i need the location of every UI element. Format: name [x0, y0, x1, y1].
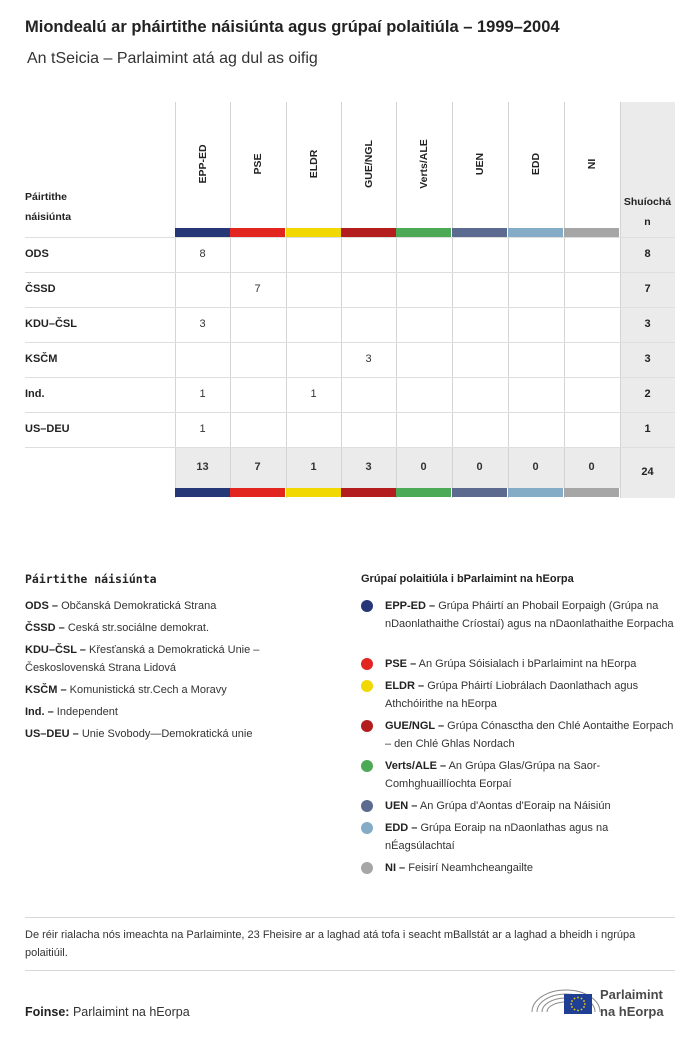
seats-header-line1: Shuíochá: [623, 196, 672, 208]
page-subtitle: An tSeicia – Parlaimint atá ag dul as oifig: [27, 50, 318, 67]
party-label: KDU–ČSL: [25, 318, 77, 330]
row-divider: [25, 377, 675, 378]
seats-cell: 3: [644, 353, 651, 365]
row-divider: [25, 272, 675, 273]
group-color-bar: [396, 228, 451, 237]
legend-name: An Grúpa d'Aontas d'Eoraip na Náisiún: [419, 800, 611, 812]
group-header-label: EPP-ED: [196, 144, 209, 184]
national-party-legend-item: [25, 681, 345, 699]
seats-column-header: [620, 192, 675, 232]
seats-column-background: [620, 102, 675, 498]
group-color-dot: [361, 658, 373, 670]
legend-abbr: US–DEU –: [25, 728, 79, 740]
total-cell: 0: [476, 461, 483, 473]
national-parties-legend-title: Páirtithe náisiúnta: [25, 572, 157, 586]
legend-name: Independent: [56, 706, 118, 718]
political-group-legend-item: [385, 757, 677, 793]
legend-abbr: PSE –: [385, 658, 417, 670]
group-header-label: Verts/ALE: [417, 139, 430, 189]
rules-note: De réir rialacha nós imeachta na Parlaiminte, 23 Fheisire ar a laghad atá tofa i seacht mBallstát ar a laghad a bheidh i ngrúpa polaitiúil.: [25, 929, 636, 959]
seats-header-line2: n: [644, 216, 651, 228]
party-header-line2: náisiúnta: [25, 211, 72, 223]
table-cell: 7: [254, 283, 261, 295]
legend-abbr: UEN –: [385, 800, 418, 812]
group-color-dot: [361, 680, 373, 692]
group-header: [396, 108, 451, 220]
group-header: [452, 108, 507, 220]
group-color-dot: [361, 600, 373, 612]
legend-name: Občanská Demokratická Strana: [61, 600, 217, 612]
legend-name: Grúpa Pháirtí an Phobail Eorpaigh (Grúpa na nDaonlathaithe Críostaí) agus na nDaonlathaithe Eorpacha: [385, 600, 674, 630]
legend-name: An Grúpa Sóisialach i bParlaimint na hEorpa: [418, 658, 637, 670]
total-cell: 0: [532, 461, 539, 473]
group-color-bar: [286, 488, 341, 497]
group-color-bar: [396, 488, 451, 497]
national-party-legend-item: [25, 641, 280, 677]
group-color-bar: [175, 228, 230, 237]
legend-abbr: ČSSD –: [25, 622, 65, 634]
seats-cell: 8: [644, 248, 651, 260]
group-color-bar: [341, 488, 396, 497]
row-divider: [25, 307, 675, 308]
divider: [25, 917, 675, 918]
group-header-label: NI: [585, 158, 598, 170]
legend-abbr: ELDR –: [385, 680, 425, 692]
total-cell: 13: [196, 461, 209, 473]
group-color-bar: [230, 488, 285, 497]
total-cell: 3: [365, 461, 372, 473]
table-cell: 8: [199, 248, 206, 260]
group-header: [175, 108, 230, 220]
group-header: [341, 108, 396, 220]
group-header-label: PSE: [251, 153, 264, 175]
legend-name: Křesťanská a Demokratická Unie – Československá Strana Lidová: [25, 644, 260, 674]
grand-total-cell: 24: [641, 466, 654, 478]
political-group-legend-item: [385, 655, 677, 673]
political-group-legend-item: [385, 797, 677, 815]
party-column-header: [25, 187, 71, 227]
legend-abbr: ODS –: [25, 600, 59, 612]
legend-abbr: KDU–ČSL –: [25, 644, 86, 656]
row-divider: [25, 237, 675, 238]
party-label: ČSSD: [25, 283, 56, 295]
seats-cell: 3: [644, 318, 651, 330]
group-color-bar: [564, 488, 619, 497]
political-group-legend-item: [385, 717, 677, 753]
legend-abbr: EPP-ED –: [385, 600, 436, 612]
seats-cell: 1: [644, 423, 651, 435]
logo-line1: Parlaimint: [600, 987, 663, 1002]
group-header: [508, 108, 563, 220]
political-group-legend-item: [385, 677, 677, 713]
group-color-bar: [230, 228, 285, 237]
national-party-legend-item: [25, 703, 345, 721]
legend-name: Grúpa Cónasctha den Chlé Aontaithe Eorpach – den Chlé Ghlas Nordach: [385, 720, 674, 750]
legend-name: Komunistická str.Cech a Moravy: [69, 684, 227, 696]
group-color-dot: [361, 720, 373, 732]
source-line: [25, 1005, 190, 1019]
legend-name: Ceská str.sociálne demokrat.: [67, 622, 210, 634]
group-color-dot: [361, 800, 373, 812]
table-cell: 1: [199, 423, 206, 435]
seats-cell: 2: [644, 388, 651, 400]
legend-name: An Grúpa Glas/Grúpa na Saor-Comhghuaillíochta Eorpaí: [385, 760, 601, 790]
total-cell: 1: [310, 461, 317, 473]
row-divider: [25, 342, 675, 343]
group-color-dot: [361, 862, 373, 874]
legend-abbr: EDD –: [385, 822, 418, 834]
total-cell: 0: [588, 461, 595, 473]
national-party-legend-item: [25, 619, 345, 637]
group-header-label: ELDR: [307, 149, 320, 179]
source-value: Parlaimint na hEorpa: [72, 1005, 190, 1019]
logo-text: [600, 986, 664, 1020]
group-header-label: GUE/NGL: [362, 140, 375, 188]
group-color-bar: [508, 228, 563, 237]
party-label: US–DEU: [25, 423, 70, 435]
legend-abbr: KSČM –: [25, 684, 67, 696]
party-header-line1: Páirtithe: [25, 191, 68, 203]
group-header: [230, 108, 285, 220]
legend-name: Feisirí Neamhcheangailte: [408, 862, 533, 874]
group-header-label: UEN: [473, 152, 486, 176]
political-group-legend-item: [385, 859, 677, 877]
political-group-legend-item: [385, 819, 677, 855]
seats-cell: 7: [644, 283, 651, 295]
party-label: Ind.: [25, 388, 45, 400]
row-divider: [25, 412, 675, 413]
divider: [25, 970, 675, 971]
legend-abbr: Verts/ALE –: [385, 760, 447, 772]
group-header: [286, 108, 341, 220]
legend-abbr: NI –: [385, 862, 406, 874]
legend-name: Grúpa Pháirtí Liobrálach Daonlathach agus Athchóirithe na hEorpa: [385, 680, 639, 710]
group-color-bar: [564, 228, 619, 237]
total-cell: 7: [254, 461, 261, 473]
group-color-bar: [341, 228, 396, 237]
table-cell: 1: [310, 388, 317, 400]
political-group-legend-item: [385, 597, 677, 633]
group-color-bar: [286, 228, 341, 237]
party-label: ODS: [25, 248, 49, 260]
table-cell: 3: [199, 318, 206, 330]
group-color-dot: [361, 760, 373, 772]
row-divider: [25, 447, 675, 448]
national-party-legend-item: [25, 597, 345, 615]
legend-abbr: Ind. –: [25, 706, 54, 718]
group-color-dot: [361, 822, 373, 834]
legend-abbr: GUE/NGL –: [385, 720, 445, 732]
source-label: Foinse:: [25, 1005, 70, 1019]
column-divider: [620, 102, 621, 498]
group-header-label: EDD: [529, 152, 542, 176]
legend-name: Unie Svobody—Demokratická unie: [81, 728, 253, 740]
total-cell: 0: [420, 461, 427, 473]
group-color-bar: [508, 488, 563, 497]
table-cell: 1: [199, 388, 206, 400]
logo-line2: na hEorpa: [600, 1004, 664, 1019]
group-color-bar: [452, 228, 507, 237]
national-party-legend-item: [25, 725, 345, 743]
political-groups-legend-title: Grúpaí polaitiúla i bParlaimint na hEorpa: [361, 573, 574, 585]
page-title: Miondealú ar pháirtithe náisiúnta agus grúpaí polaitiúla – 1999–2004: [25, 18, 560, 36]
group-color-bar: [175, 488, 230, 497]
party-label: KSČM: [25, 353, 58, 365]
group-color-bar: [452, 488, 507, 497]
legend-name: Grúpa Eoraip na nDaonlathas agus na nÉagsúlachtaí: [385, 822, 609, 852]
group-header: [564, 108, 619, 220]
table-cell: 3: [365, 353, 372, 365]
